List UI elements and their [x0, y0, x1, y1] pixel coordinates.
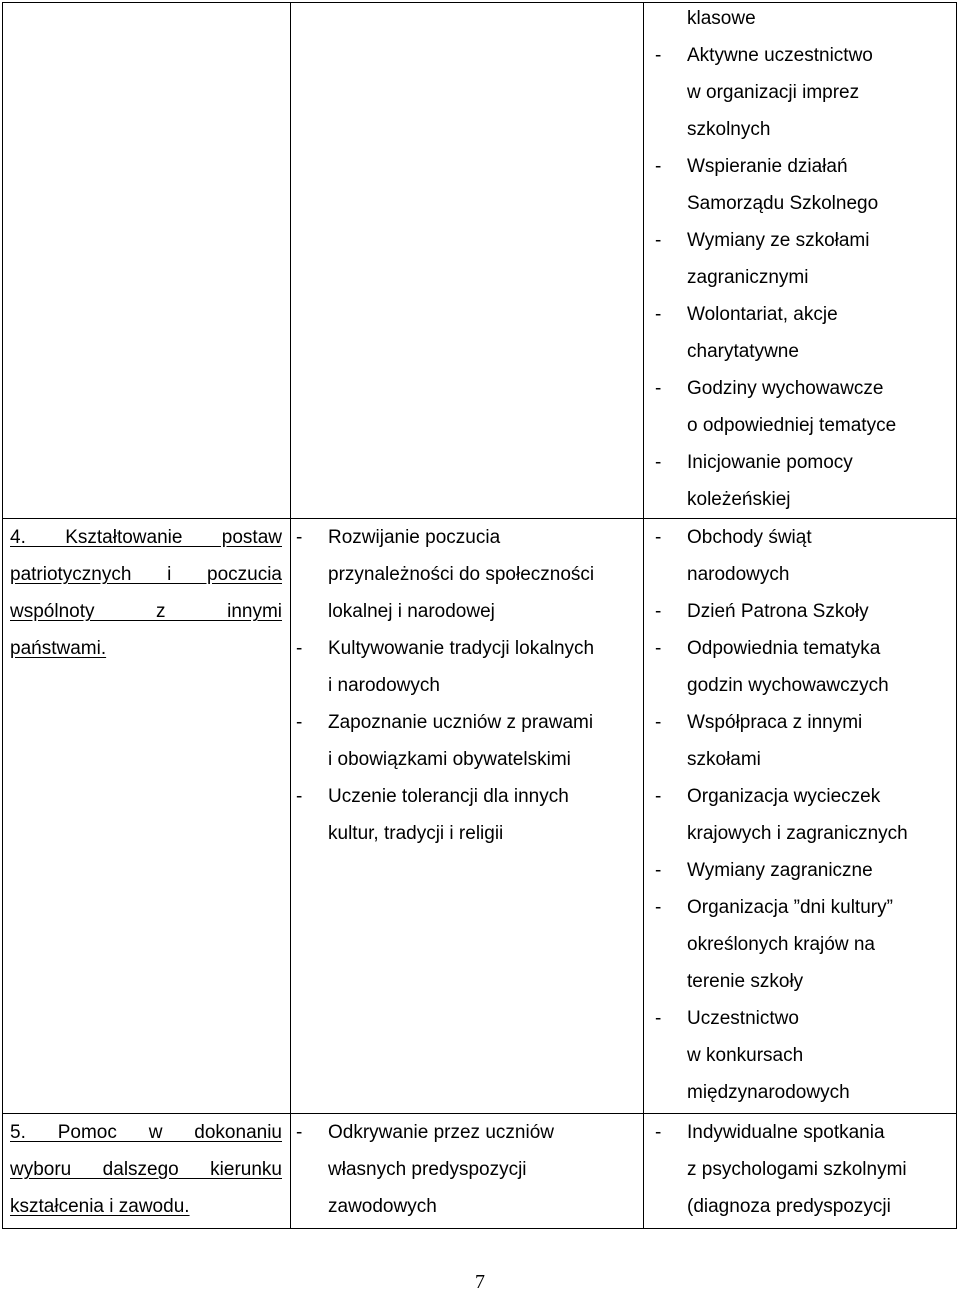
form-item-line: z psychologami szkolnymi	[687, 1159, 907, 1180]
form-item-line: międzynarodowych	[687, 1082, 850, 1103]
task-item-line: lokalnej i narodowej	[328, 601, 495, 622]
form-item-line: koleżeńskiej	[687, 489, 791, 510]
bullet-dash: -	[655, 527, 662, 548]
bullet-dash: -	[655, 230, 662, 251]
form-item-line: Organizacja wycieczek	[687, 786, 881, 807]
form-item-line: Wymiany zagraniczne	[687, 860, 873, 881]
form-item-line: krajowych i zagranicznych	[687, 823, 908, 844]
goal-text-line: państwami.	[10, 638, 107, 659]
task-item-line: kultur, tradycji i religii	[328, 823, 504, 844]
form-item-line: Godziny wychowawcze	[687, 378, 884, 399]
form-item-line: szkolnych	[687, 119, 771, 140]
form-item-line: klasowe	[687, 8, 756, 29]
form-item-line: Aktywne uczestnictwo	[687, 45, 873, 66]
form-item-line: terenie szkoły	[687, 971, 804, 992]
form-item-line: Samorządu Szkolnego	[687, 193, 879, 214]
bullet-dash: -	[296, 527, 303, 548]
task-item-line: i obowiązkami obywatelskimi	[328, 749, 571, 770]
form-item-line: Indywidualne spotkania	[687, 1122, 885, 1143]
form-item-line: Odpowiednia tematyka	[687, 638, 881, 659]
task-item-line: zawodowych	[328, 1196, 437, 1217]
bullet-dash: -	[655, 860, 662, 881]
form-item-line: w konkursach	[687, 1045, 804, 1066]
goal-text-line: wspólnoty z innymi	[10, 601, 282, 622]
form-item-line: Wolontariat, akcje	[687, 304, 838, 325]
form-item-line: Wymiany ze szkołami	[687, 230, 870, 251]
bullet-dash: -	[296, 1122, 303, 1143]
goal-text-line: kształcenia i zawodu.	[10, 1196, 190, 1217]
table-bottom-border	[2, 1228, 957, 1229]
bullet-dash: -	[296, 712, 303, 733]
table-left-border	[2, 2, 3, 1229]
form-item-line: w organizacji imprez	[687, 82, 860, 103]
column-divider-2	[643, 2, 644, 1229]
form-item-line: Uczestnictwo	[687, 1008, 799, 1029]
bullet-dash: -	[655, 304, 662, 325]
bullet-dash: -	[655, 638, 662, 659]
bullet-dash: -	[655, 452, 662, 473]
bullet-dash: -	[655, 1008, 662, 1029]
goal-text-line: wyboru dalszego kierunku	[10, 1159, 282, 1180]
form-item-line: Dzień Patrona Szkoły	[687, 601, 869, 622]
form-item-line: o odpowiedniej tematyce	[687, 415, 897, 436]
bullet-dash: -	[655, 156, 662, 177]
bullet-dash: -	[296, 786, 303, 807]
bullet-dash: -	[655, 712, 662, 733]
form-item-line: zagranicznymi	[687, 267, 809, 288]
form-item-line: narodowych	[687, 564, 790, 585]
form-item-line: godzin wychowawczych	[687, 675, 889, 696]
task-item-line: Rozwijanie poczucia	[328, 527, 501, 548]
table-right-border	[956, 2, 957, 1229]
form-item-line: Obchody świąt	[687, 527, 812, 548]
form-item-line: Współpraca z innymi	[687, 712, 863, 733]
form-item-line: (diagnoza predyspozycji	[687, 1196, 891, 1217]
page-number: 7	[475, 1271, 485, 1293]
bullet-dash: -	[296, 638, 303, 659]
bullet-dash: -	[655, 45, 662, 66]
form-item-line: określonych krajów na	[687, 934, 875, 955]
goal-text-line: patriotycznych i poczucia	[10, 564, 282, 585]
bullet-dash: -	[655, 786, 662, 807]
bullet-dash: -	[655, 378, 662, 399]
goal-text-line: 4. Kształtowanie postaw	[10, 527, 282, 548]
form-item-line: Organizacja ”dni kultury”	[687, 897, 893, 918]
form-item-line: Wspieranie działań	[687, 156, 848, 177]
goal-text-line: 5. Pomoc w dokonaniu	[10, 1122, 282, 1143]
task-item-line: przynależności do społeczności	[328, 564, 595, 585]
task-item-line: Uczenie tolerancji dla innych	[328, 786, 569, 807]
column-divider-1	[290, 2, 291, 1229]
bullet-dash: -	[655, 897, 662, 918]
form-item-line: charytatywne	[687, 341, 799, 362]
form-item-line: szkołami	[687, 749, 761, 770]
bullet-dash: -	[655, 601, 662, 622]
bullet-dash: -	[655, 1122, 662, 1143]
task-item-line: Kultywowanie tradycji lokalnych	[328, 638, 595, 659]
task-item-line: i narodowych	[328, 675, 440, 696]
table-top-border	[2, 2, 957, 3]
form-item-line: Inicjowanie pomocy	[687, 452, 853, 473]
task-item-line: Odkrywanie przez uczniów	[328, 1122, 554, 1143]
task-item-line: Zapoznanie uczniów z prawami	[328, 712, 594, 733]
task-item-line: własnych predyspozycji	[328, 1159, 527, 1180]
